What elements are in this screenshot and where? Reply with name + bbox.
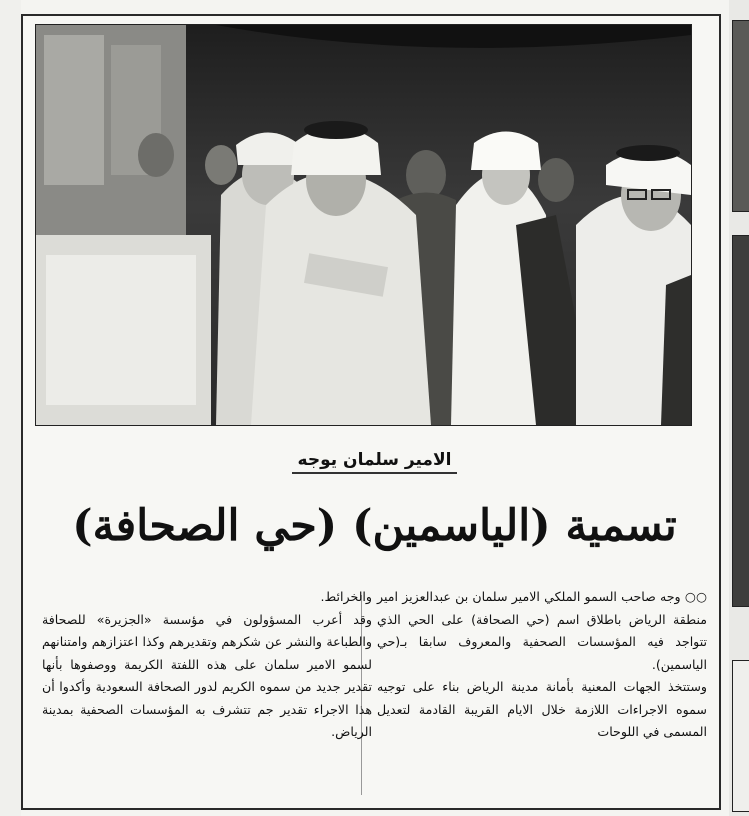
- adjacent-photo: [732, 235, 749, 607]
- news-photo: [35, 24, 692, 426]
- paragraph: ○○ وجه صاحب السمو الملكي الامير سلمان بن عبدالعزيز امير منطقة الرياض باطلاق اسم (حي الصحافة) على الحي الذي تتواجد فيه المؤسسات الصحفية والمعروف سابقا بـ(حي الياسمين).: [377, 589, 707, 672]
- adjacent-page-margin: [0, 0, 21, 816]
- headline: تسمية (الياسمين) (حي الصحافة): [72, 501, 677, 551]
- article-column-right: [377, 586, 707, 744]
- adjacent-box: [732, 660, 749, 812]
- paragraph: وقد أعرب المسؤولون في مؤسسة «الجزيرة» للصحافة والطباعة والنشر عن شكرهم وتقديرهم وكذا اعتزازهم وامتنانهم لسمو الامير سلمان على هذه اللفتة الكريمة ووصفوها بأنها تقدير جديد من سموه الكريم لدور الصحافة السعودية وأكدوا أن هذا الاجراء تقدير جم تتشرف به المؤسسات الصحفية بمدينة الرياض.: [42, 611, 372, 739]
- adjacent-photo: [732, 20, 749, 212]
- photo-illustration: [36, 25, 691, 425]
- paragraph: وستتخذ الجهات المعنية بأمانة مدينة الرياض بناء على توجيه سموه الاجراءات اللازمة خلال الايام القريبة القادمة لتعديل المسمى في اللوحات: [377, 679, 707, 739]
- paragraph: والخرائط.: [320, 589, 372, 604]
- kicker-title: [0, 448, 749, 474]
- adjacent-article-strip: [729, 0, 749, 816]
- kicker-text: الامير سلمان يوجه: [292, 448, 458, 474]
- article-column-left: [42, 586, 372, 744]
